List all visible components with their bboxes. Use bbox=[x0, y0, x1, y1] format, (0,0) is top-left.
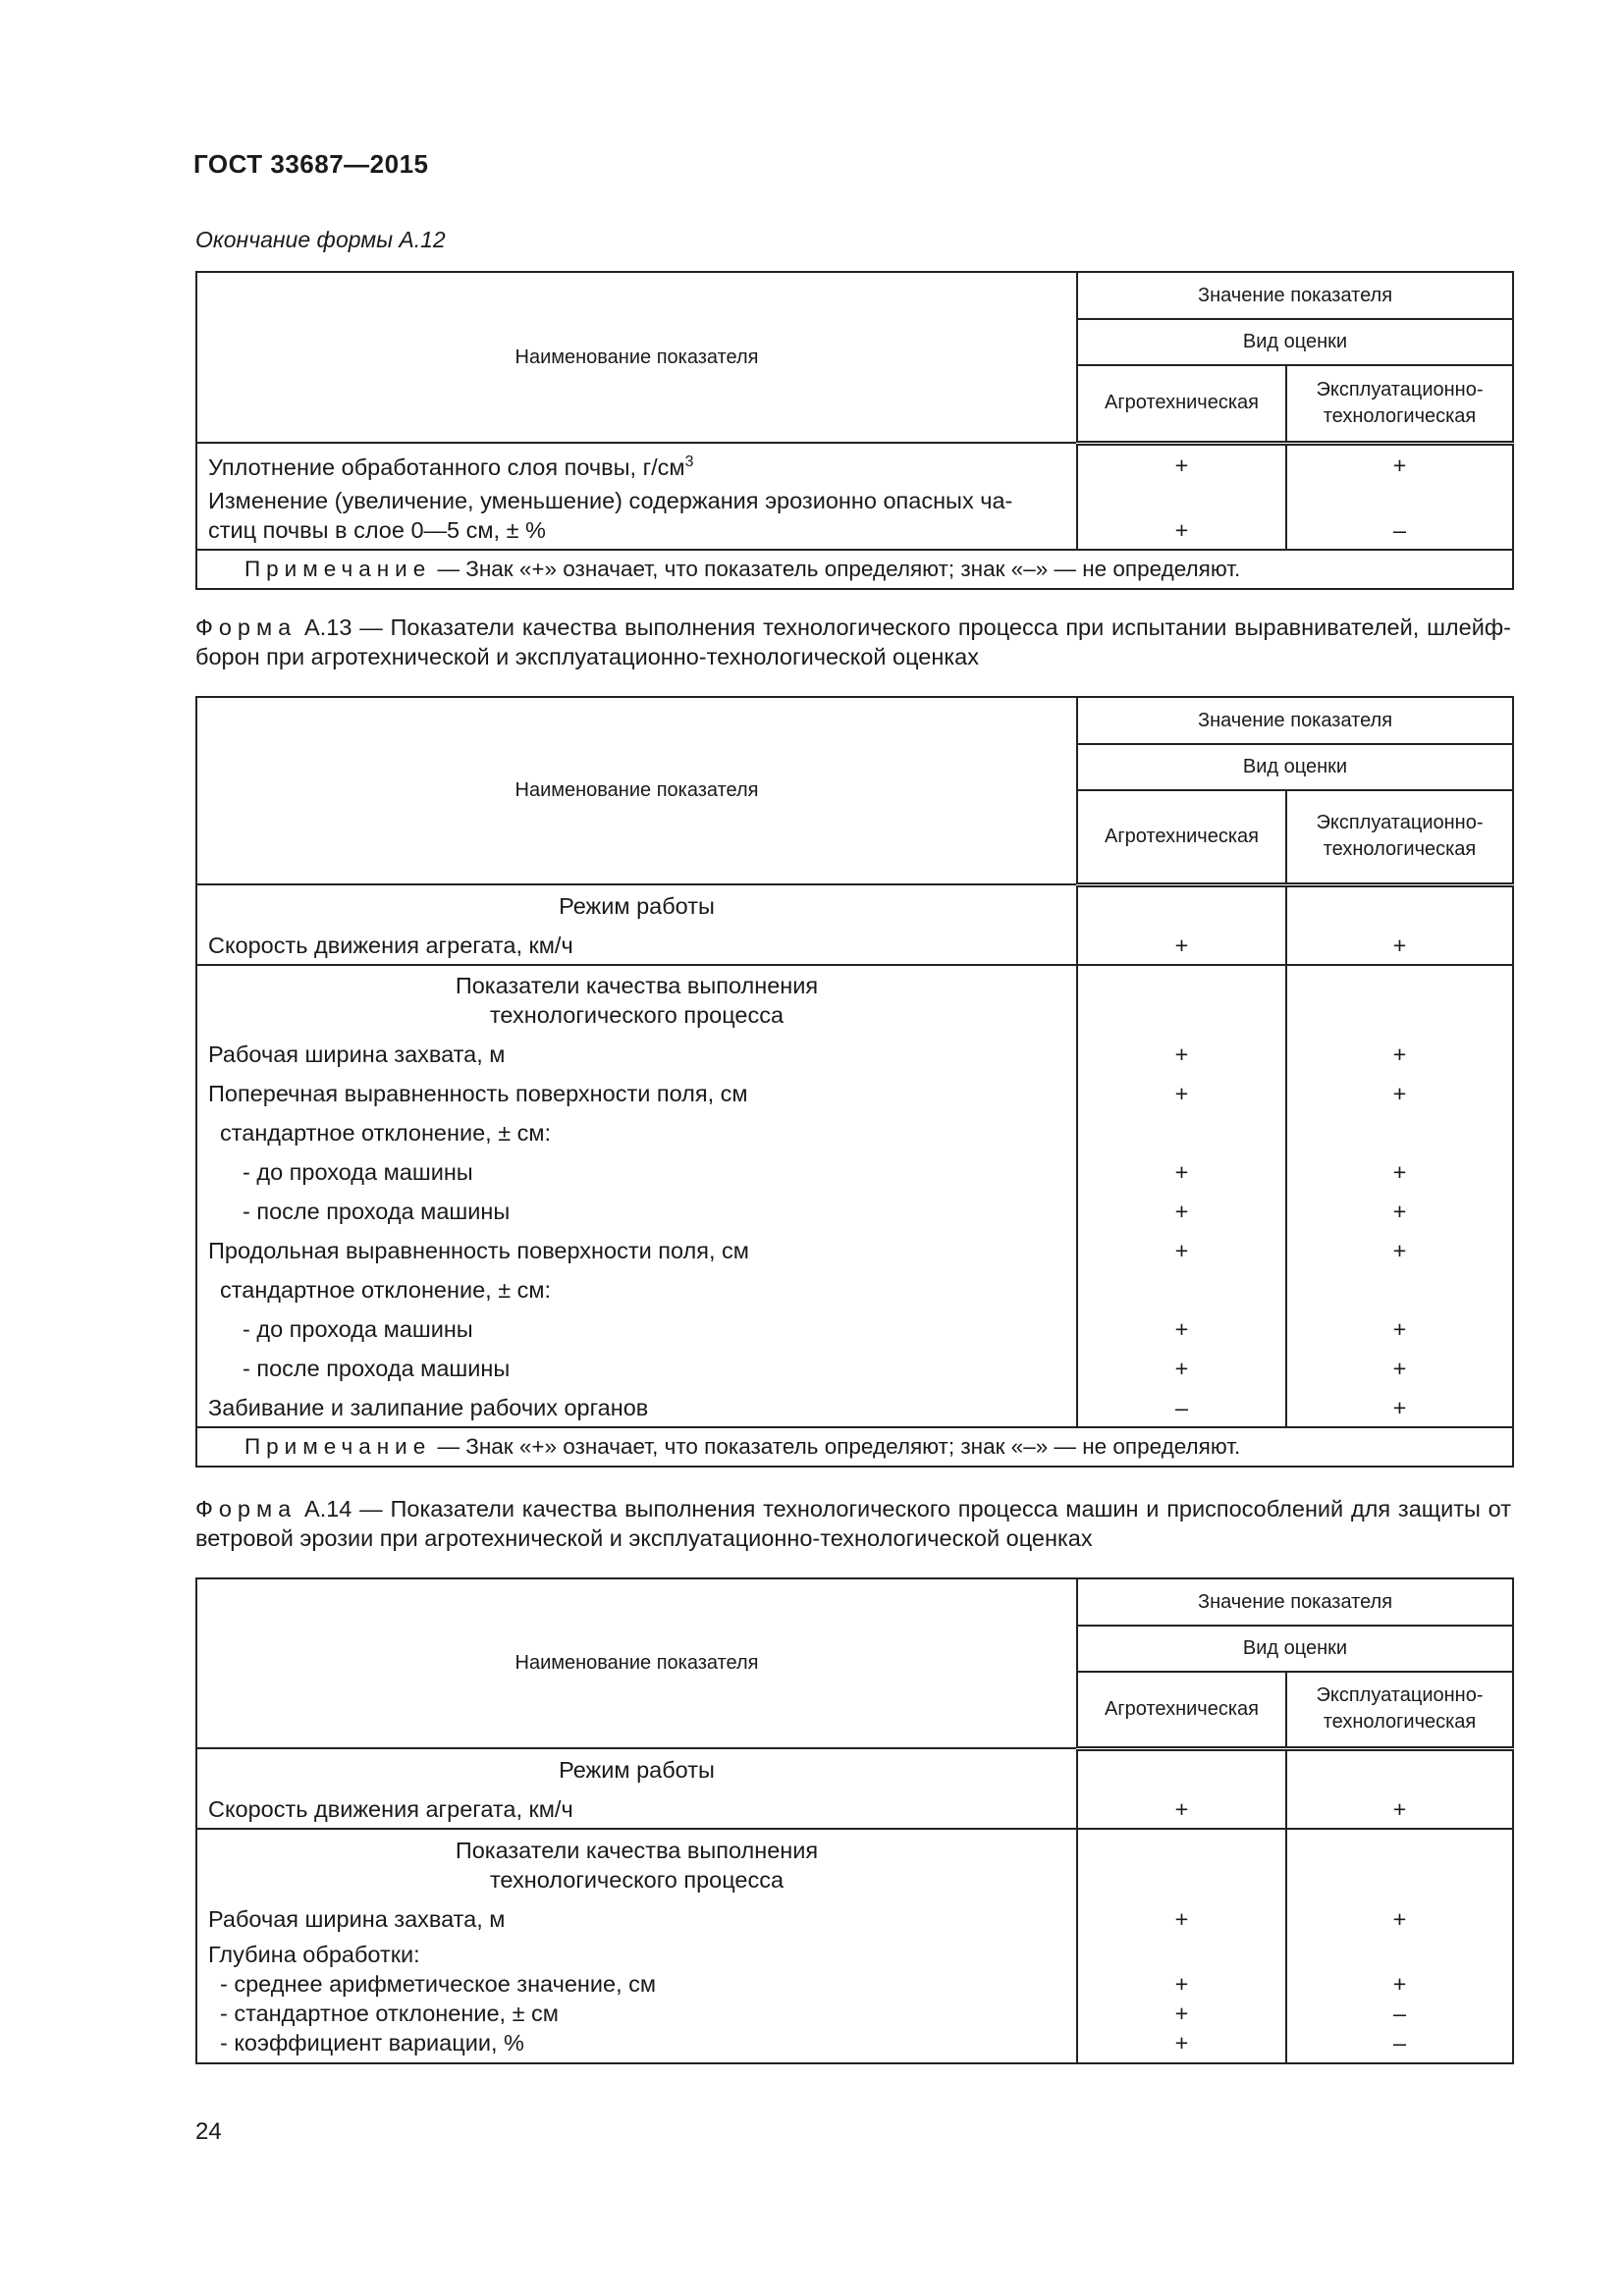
row-name: Продольная выравненность поверхности поля, см bbox=[196, 1231, 1077, 1270]
agro-value: + bbox=[1077, 443, 1286, 486]
section-mode-header: Режим работы bbox=[196, 1748, 1077, 1789]
row-name: - после прохода машины bbox=[196, 1349, 1077, 1388]
form-a13-caption: Форма А.13 — Показатели качества выполнения технологического процесса при испытании выравнивателей, шлейф-борон при агротехнической и эксплуатационно-технологической оценках bbox=[195, 614, 1511, 669]
operational-value: – bbox=[1286, 486, 1513, 550]
section-quality-header: Показатели качества выполнения технологического процесса bbox=[196, 1829, 1077, 1899]
header-operational: Эксплуатационно- технологическая bbox=[1286, 365, 1513, 443]
table-row bbox=[196, 1999, 1513, 2028]
row-name: Поперечная выравненность поверхности поля, см bbox=[196, 1074, 1077, 1113]
page-number: 24 bbox=[195, 2118, 222, 2145]
table-row bbox=[196, 1388, 1513, 1427]
section-mode-header: Режим работы bbox=[196, 884, 1077, 926]
row-name: - среднее арифметическое значение, см bbox=[196, 1969, 1077, 1999]
table-row bbox=[196, 1969, 1513, 1999]
table-row bbox=[196, 926, 1513, 965]
table-row bbox=[196, 1270, 1513, 1309]
agro-value: + bbox=[1077, 926, 1286, 965]
operational-value bbox=[1286, 1270, 1513, 1309]
agro-value: + bbox=[1077, 1309, 1286, 1349]
section-header-row bbox=[196, 1829, 1513, 1899]
row-name: Забивание и залипание рабочих органов bbox=[196, 1388, 1077, 1427]
operational-value: + bbox=[1286, 1192, 1513, 1231]
document-title: ГОСТ 33687—2015 bbox=[193, 149, 429, 179]
table-form-a14 bbox=[195, 1577, 1514, 2064]
agro-value: + bbox=[1077, 1969, 1286, 1999]
row-name: - до прохода машины bbox=[196, 1309, 1077, 1349]
table-form-a13 bbox=[195, 696, 1514, 1468]
section-quality-header: Показатели качества выполнения технологического процесса bbox=[196, 965, 1077, 1035]
agro-value: + bbox=[1077, 1789, 1286, 1829]
operational-value: + bbox=[1286, 1309, 1513, 1349]
table-row bbox=[196, 1035, 1513, 1074]
operational-value: + bbox=[1286, 1074, 1513, 1113]
agro-value: + bbox=[1077, 2028, 1286, 2063]
table-row bbox=[196, 1939, 1513, 1969]
header-assessment-type: Вид оценки bbox=[1077, 1626, 1513, 1672]
row-name: Скорость движения агрегата, км/ч bbox=[196, 1789, 1077, 1829]
operational-value bbox=[1286, 1113, 1513, 1152]
row-name: Рабочая ширина захвата, м bbox=[196, 1035, 1077, 1074]
agro-value bbox=[1077, 1113, 1286, 1152]
agro-value: + bbox=[1077, 1231, 1286, 1270]
operational-value: + bbox=[1286, 1789, 1513, 1829]
operational-value: + bbox=[1286, 1035, 1513, 1074]
header-agrotechnical: Агротехническая bbox=[1077, 365, 1286, 443]
table-row bbox=[196, 1192, 1513, 1231]
table-row bbox=[196, 2028, 1513, 2063]
header-indicator-name: Наименование показателя bbox=[196, 1578, 1077, 1748]
operational-value: + bbox=[1286, 1969, 1513, 1999]
agro-value: + bbox=[1077, 1999, 1286, 2028]
row-name: - коэффициент вариации, % bbox=[196, 2028, 1077, 2063]
operational-value: + bbox=[1286, 1899, 1513, 1939]
header-indicator-name: Наименование показателя bbox=[196, 697, 1077, 884]
table-row bbox=[196, 486, 1513, 550]
operational-value: + bbox=[1286, 1388, 1513, 1427]
agro-value bbox=[1077, 1270, 1286, 1309]
agro-value: + bbox=[1077, 1152, 1286, 1192]
header-indicator-value: Значение показателя bbox=[1077, 1578, 1513, 1626]
table-row bbox=[196, 443, 1513, 486]
section-header-row bbox=[196, 1748, 1513, 1789]
row-name: Уплотнение обработанного слоя почвы, $г/см^3$ bbox=[196, 443, 1077, 486]
agro-value: – bbox=[1077, 1388, 1286, 1427]
header-indicator-value: Значение показателя bbox=[1077, 272, 1513, 319]
agro-value: + bbox=[1077, 1349, 1286, 1388]
table-row bbox=[196, 1113, 1513, 1152]
header-operational: Эксплуатационно- технологическая bbox=[1286, 1672, 1513, 1748]
agro-value: + bbox=[1077, 486, 1286, 550]
table-row bbox=[196, 1789, 1513, 1829]
agro-value: + bbox=[1077, 1899, 1286, 1939]
agro-value: + bbox=[1077, 1192, 1286, 1231]
table-note: Примечание — Знак «+» означает, что показатель определяют; знак «–» — не определяют. bbox=[196, 1427, 1513, 1467]
row-name: Глубина обработки: bbox=[196, 1939, 1077, 1969]
header-agrotechnical: Агротехническая bbox=[1077, 1672, 1286, 1748]
section-header-row bbox=[196, 965, 1513, 1035]
table-continuation-caption: Окончание формы А.12 bbox=[195, 227, 446, 252]
header-indicator-name: Наименование показателя bbox=[196, 272, 1077, 443]
row-name: - после прохода машины bbox=[196, 1192, 1077, 1231]
table-note: Примечание — Знак «+» означает, что показатель определяют; знак «–» — не определяют. bbox=[196, 550, 1513, 589]
agro-value: + bbox=[1077, 1074, 1286, 1113]
header-assessment-type: Вид оценки bbox=[1077, 744, 1513, 790]
operational-value: + bbox=[1286, 1152, 1513, 1192]
header-indicator-value: Значение показателя bbox=[1077, 697, 1513, 744]
operational-value: – bbox=[1286, 1999, 1513, 2028]
row-name: стандартное отклонение, ± см: bbox=[196, 1270, 1077, 1309]
form-a14-caption: Форма А.14 — Показатели качества выполнения технологического процесса машин и приспособлений для защиты от ветровой эрозии при агротехнической и эксплуатационно-технологической оценках bbox=[195, 1496, 1511, 1551]
row-name: Изменение (увеличение, уменьшение) содержания эрозионно опасных ча- стиц почвы в слое 0—5 см, ± % bbox=[196, 486, 1077, 550]
row-name: стандартное отклонение, ± см: bbox=[196, 1113, 1077, 1152]
operational-value: + bbox=[1286, 443, 1513, 486]
operational-value: + bbox=[1286, 926, 1513, 965]
operational-value: + bbox=[1286, 1231, 1513, 1270]
row-name: Скорость движения агрегата, км/ч bbox=[196, 926, 1077, 965]
header-agrotechnical: Агротехническая bbox=[1077, 790, 1286, 884]
section-header-row bbox=[196, 884, 1513, 926]
table-row bbox=[196, 1349, 1513, 1388]
table-form-a12 bbox=[195, 271, 1514, 590]
table-row bbox=[196, 1309, 1513, 1349]
header-assessment-type: Вид оценки bbox=[1077, 319, 1513, 365]
operational-value: + bbox=[1286, 1349, 1513, 1388]
table-row bbox=[196, 1899, 1513, 1939]
table-row bbox=[196, 1231, 1513, 1270]
row-name: Рабочая ширина захвата, м bbox=[196, 1899, 1077, 1939]
table-row bbox=[196, 1152, 1513, 1192]
row-name: - стандартное отклонение, ± см bbox=[196, 1999, 1077, 2028]
header-operational: Эксплуатационно- технологическая bbox=[1286, 790, 1513, 884]
operational-value: – bbox=[1286, 2028, 1513, 2063]
table-row bbox=[196, 1074, 1513, 1113]
row-name: - до прохода машины bbox=[196, 1152, 1077, 1192]
agro-value: + bbox=[1077, 1035, 1286, 1074]
